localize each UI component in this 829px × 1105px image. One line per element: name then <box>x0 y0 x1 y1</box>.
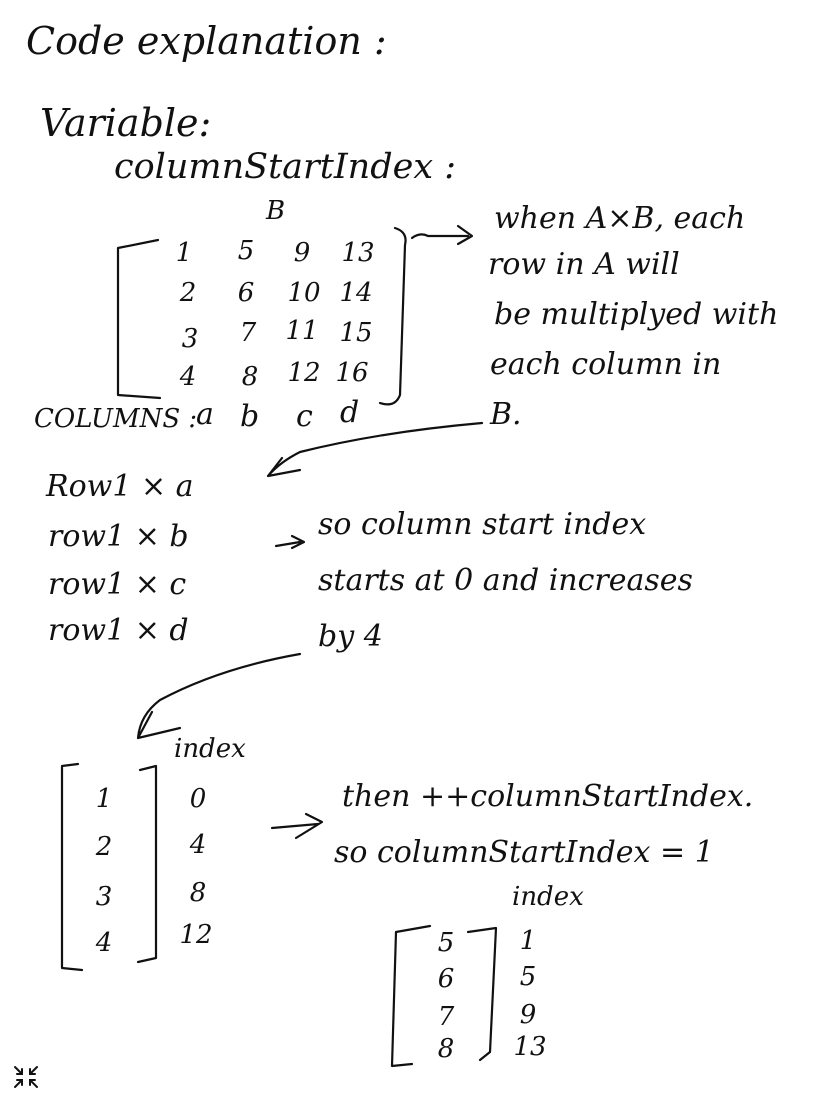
vector-value: 4 <box>95 928 113 958</box>
matrix-cell: 10 <box>287 278 321 308</box>
matrix-cell: 4 <box>179 362 197 392</box>
product-line: row1 × b <box>48 519 189 554</box>
explanation-line: so column start index <box>318 507 647 542</box>
matrix-b-right-bracket <box>380 228 406 404</box>
matrix-cell: 13 <box>341 238 375 268</box>
vector-1-right-bracket <box>138 766 156 962</box>
matrix-b-left-bracket <box>118 240 160 398</box>
matrix-cell: 9 <box>293 238 311 268</box>
collapse-arrows-icon <box>12 1064 40 1090</box>
vector-index: 9 <box>519 1000 537 1030</box>
matrix-cell: 14 <box>339 278 373 308</box>
vector-index: 13 <box>513 1032 547 1062</box>
matrix-cell: 15 <box>339 318 373 348</box>
explanation-line: when A×B, each <box>494 201 746 236</box>
column-name: b <box>240 399 260 434</box>
explanation-line: be multiplyed with <box>494 297 779 332</box>
index-label: index <box>512 882 584 912</box>
index-label: index <box>174 734 246 764</box>
explanation-line: by 4 <box>318 619 383 654</box>
arrow-row1b-to-explanation <box>276 536 304 548</box>
explanation-line: row in A will <box>488 247 680 282</box>
vector-value: 3 <box>95 882 113 912</box>
vector-index: 0 <box>189 784 207 814</box>
arrow-vector-to-then <box>272 814 322 838</box>
product-line: Row1 × a <box>46 469 194 504</box>
matrix-cell: 16 <box>335 358 369 388</box>
column-name: a <box>196 397 214 432</box>
vector-index: 8 <box>189 878 207 908</box>
explanation-line: B. <box>490 397 522 432</box>
matrix-cell: 8 <box>241 362 259 392</box>
variable-name: columnStartIndex : <box>114 147 456 187</box>
column-name: d <box>340 395 360 430</box>
vector-value: 8 <box>437 1034 455 1064</box>
matrix-cell: 1 <box>175 238 193 268</box>
exit-fullscreen-button[interactable] <box>12 1064 40 1090</box>
matrix-b-label: B <box>266 196 286 226</box>
matrix-cell: 3 <box>181 324 199 354</box>
explanation-line: then ++columnStartIndex. <box>342 779 754 814</box>
matrix-cell: 6 <box>237 278 255 308</box>
vector-index: 1 <box>519 926 537 956</box>
arrow-to-index-table <box>138 654 300 738</box>
vector-1-left-bracket <box>62 764 82 970</box>
vector-2-left-bracket <box>392 926 430 1066</box>
explanation-line: so columnStartIndex = 1 <box>334 835 714 870</box>
vector-value: 7 <box>437 1002 455 1032</box>
vector-value: 2 <box>95 832 113 862</box>
matrix-cell: 12 <box>287 358 321 388</box>
matrix-cell: 11 <box>285 316 319 346</box>
columns-label: COLUMNS : <box>34 404 198 434</box>
variable-label: Variable: <box>40 101 212 145</box>
note-title: Code explanation : <box>26 19 387 63</box>
vector-2-right-bracket <box>468 928 496 1060</box>
product-line: row1 × d <box>48 613 189 648</box>
matrix-cell: 7 <box>239 318 257 348</box>
matrix-cell: 5 <box>237 236 255 266</box>
arrow-matrix-to-explanation <box>412 226 472 244</box>
matrix-cell: 2 <box>179 278 197 308</box>
product-line: row1 × c <box>48 567 187 602</box>
vector-value: 5 <box>437 928 455 958</box>
vector-index: 4 <box>189 830 207 860</box>
vector-value: 6 <box>437 964 455 994</box>
vector-index: 12 <box>179 920 213 950</box>
explanation-line: starts at 0 and increases <box>318 563 693 598</box>
vector-value: 1 <box>95 784 113 814</box>
vector-index: 5 <box>519 962 537 992</box>
column-name: c <box>296 399 313 434</box>
explanation-line: each column in <box>490 347 722 382</box>
